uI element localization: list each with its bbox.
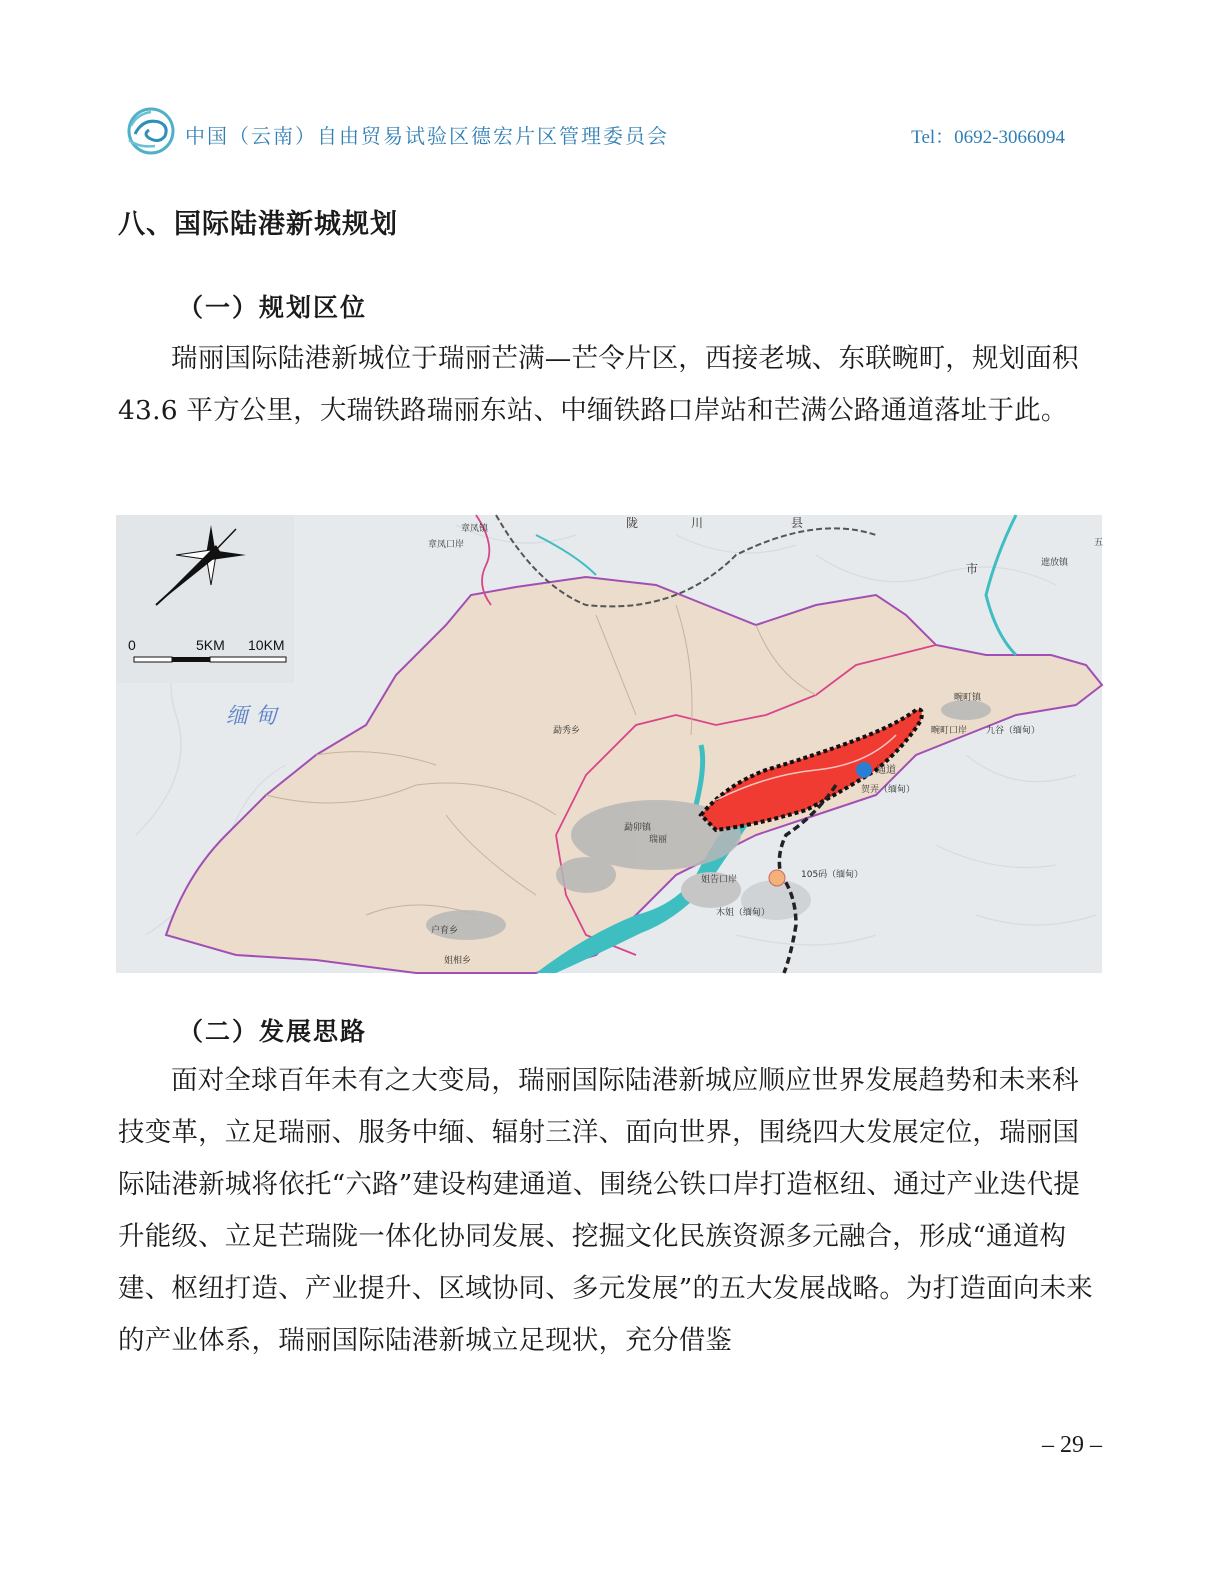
- committee-logo: [125, 104, 181, 156]
- scale-label-5km: 5KM: [196, 637, 225, 653]
- label-jiugu: 九谷（缅甸）: [986, 726, 1041, 736]
- country-label-myanmar: 缅 甸: [226, 704, 277, 729]
- label-edge-right: 五: [1094, 538, 1104, 548]
- label-zhangfeng-town: 章凤镇: [461, 524, 489, 534]
- label-jiexiang: 姐相乡: [444, 956, 472, 966]
- paragraph-development: 面对全球百年未有之大变局，瑞丽国际陆港新城应顺应世界发展趋势和未来科技变革，立足瑞丽、服务中缅、辐射三洋、面向世界，围绕四大发展定位，瑞丽国际陆港新城将依托“六路”建设构建通道、围绕公铁口岸打造枢纽、通过产业迭代提升能级、立足芒瑞陇一体化协同发展、挖掘文化民族资源多元融合，形成“通道构建、枢纽打造、产业提升、区域协同、多元发展”的五大发展战略。为打造面向未来的产业体系，瑞丽国际陆港新城立足现状，充分借鉴: [118, 1065, 1093, 1356]
- label-hehong: 贺弄（缅甸）: [861, 785, 916, 795]
- label-zhangfeng-port: 章凤口岸: [428, 540, 465, 550]
- section-title: 八、国际陆港新城规划: [118, 209, 398, 240]
- label-top1: 陇: [626, 516, 639, 530]
- subsection-heading-development: （二）发展思路: [178, 1017, 368, 1046]
- label-wanding-port: 畹町口岸: [931, 726, 968, 736]
- label-jiegao: 姐告口岸: [701, 875, 738, 885]
- label-ruili: 瑞丽: [649, 835, 668, 845]
- scale-label-0: 0: [128, 637, 136, 653]
- label-wanding-town: 畹町镇: [954, 693, 982, 703]
- paragraph-location: 瑞丽国际陆港新城位于瑞丽芒满—芒令片区，西接老城、东联畹町，规划面积 43.6 平方公里，大瑞铁路瑞丽东站、中缅铁路口岸站和芒满公路通道落址于此。: [118, 343, 1079, 426]
- label-top2: 川: [691, 516, 704, 530]
- page-header: [125, 100, 1065, 160]
- label-top3: 县: [791, 516, 804, 530]
- label-mengmao: 勐卯镇: [624, 823, 652, 833]
- scale-label-10km: 10KM: [248, 637, 285, 653]
- planning-location-map: [116, 515, 1102, 973]
- subsection-heading-location: （一）规划区位: [178, 293, 368, 322]
- label-zheyang: 遮放镇: [1041, 558, 1069, 568]
- label-huyu: 户育乡: [431, 926, 459, 936]
- organization-name: 中国（云南）自由贸易试验区德宏片区管理委员会: [185, 124, 669, 148]
- telephone: Tel：0692-3066094: [911, 127, 1065, 148]
- label-105: 105码（缅甸）: [801, 870, 864, 880]
- label-tongdao: 通道: [876, 765, 896, 776]
- label-shi: 市: [966, 562, 979, 576]
- label-mengxiu: 勐秀乡: [553, 726, 581, 736]
- page-number: – 29 –: [1042, 1432, 1102, 1458]
- label-muse: 木姐（缅甸）: [716, 908, 771, 918]
